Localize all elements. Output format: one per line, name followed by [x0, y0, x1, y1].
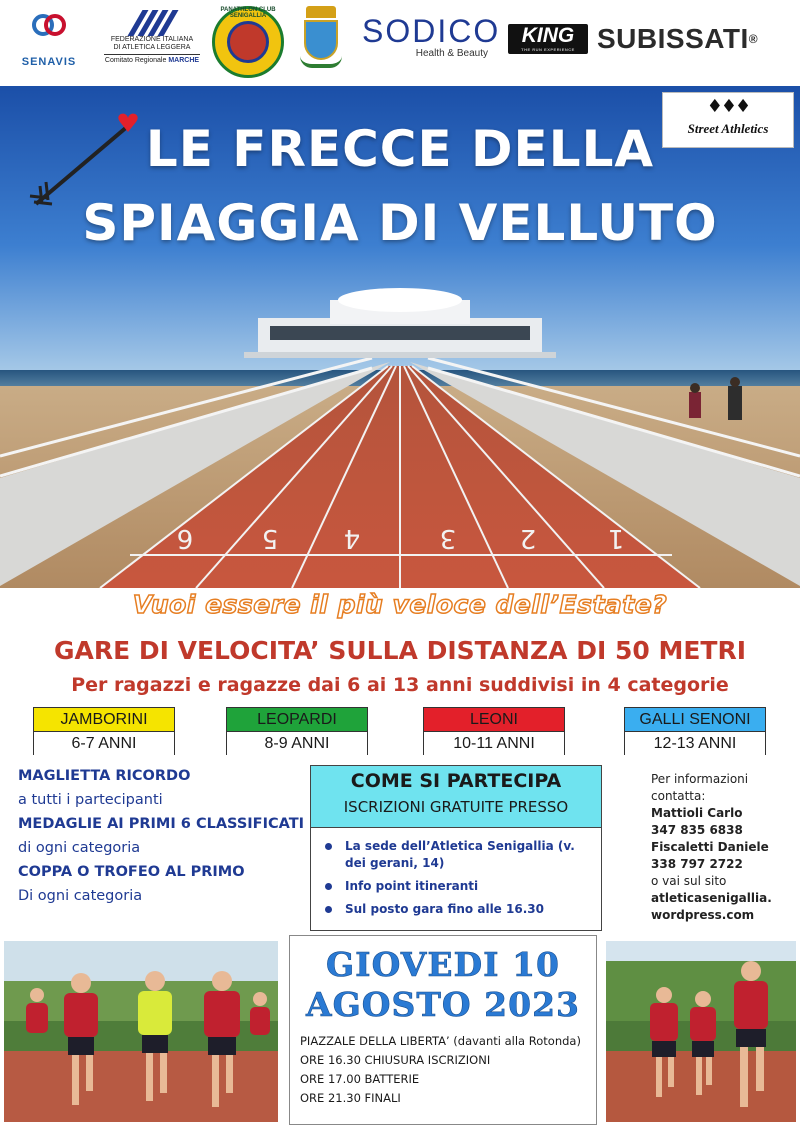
prize-detail: di ogni categoria	[18, 840, 141, 856]
schedule-label: BATTERIE	[364, 1072, 420, 1086]
prize-title: MAGLIETTA RICORDO	[18, 768, 191, 784]
prize-title: COPPA O TROFEO AL PRIMO	[18, 864, 245, 880]
schedule-row	[300, 1089, 596, 1108]
lane-number: 6	[176, 523, 194, 553]
headline: GARE DI VELOCITA’ SULLA DISTANZA DI 50 METRI	[53, 636, 747, 665]
category-jamborini	[33, 707, 175, 755]
prize-detail: a tutti i partecipanti	[18, 792, 163, 808]
category-leopardi	[226, 707, 368, 755]
contact-name: Fiscaletti Daniele	[651, 840, 769, 854]
senavis-mark-icon	[30, 8, 68, 46]
contact-intro: Per informazioni	[651, 772, 749, 786]
sodico-name: SODICO	[362, 13, 501, 49]
king-tagline: THE RUN EXPERIENCE	[521, 47, 575, 52]
schedule-label: CHIUSURA ISCRIZIONI	[364, 1053, 491, 1067]
category-age: 6-7 ANNI	[34, 732, 174, 755]
fidal-logo	[104, 8, 200, 78]
sponsor-logo-strip	[0, 0, 800, 86]
hero-photo	[0, 86, 800, 588]
crown-icon	[306, 6, 336, 18]
how-to-participate-box	[310, 765, 602, 931]
list-item: Info point itineranti	[345, 878, 591, 895]
fidal-mark-icon	[129, 8, 175, 36]
subline: Per ragazzi e ragazze dai 6 ai 13 anni suddivisi in 4 categorie	[71, 674, 729, 696]
category-galli-senoni	[624, 707, 766, 755]
schedule-row	[300, 1070, 596, 1089]
contact-website: wordpress.com	[651, 908, 755, 922]
event-date-line1: GIOVEDI 10	[325, 945, 560, 984]
lane-number: 4	[343, 523, 361, 553]
list-item: Sul posto gara fino alle 16.30	[345, 901, 591, 918]
lane-number: 1	[607, 523, 625, 553]
how-subtitle: ISCRIZIONI GRATUITE PRESSO	[343, 798, 569, 816]
subissati-name: SUBISSATI	[597, 23, 749, 54]
category-age: 12-13 ANNI	[625, 732, 765, 755]
sodico-subtitle: Health & Beauty	[415, 48, 488, 59]
lane-number: 5	[261, 523, 279, 553]
category-name: LEOPARDI	[227, 708, 367, 732]
subissati-logo	[597, 22, 787, 56]
schedule-time: ORE 17.00	[300, 1072, 361, 1086]
event-title-line2: SPIAGGIA DI VELLUTO	[82, 194, 718, 252]
registered-mark: ®	[748, 32, 759, 46]
lane-number: 3	[439, 523, 457, 553]
event-details	[290, 1024, 596, 1108]
registration-points-list	[311, 828, 601, 918]
sodico-logo	[362, 13, 501, 66]
category-age: 8-9 ANNI	[227, 732, 367, 755]
tagline: Vuoi essere il più veloce dell’Estate?	[132, 590, 668, 619]
prize-detail: Di ogni categoria	[18, 888, 143, 904]
how-to-participate-header	[311, 766, 601, 828]
prize-title: MEDAGLIE AI PRIMI 6 CLASSIFICATI	[18, 816, 304, 832]
contact-name: Mattioli Carlo	[651, 806, 743, 820]
comune-crest-logo	[300, 6, 342, 80]
panathlon-logo	[212, 6, 284, 78]
schedule-time: ORE 16.30	[300, 1053, 361, 1067]
panathlon-emblem-icon	[227, 21, 269, 63]
category-name: GALLI SENONI	[625, 708, 765, 732]
prizes-list	[18, 764, 308, 908]
shield-icon	[304, 20, 338, 60]
contact-info	[651, 771, 797, 924]
category-name: JAMBORINI	[34, 708, 174, 732]
event-place: PIAZZALE DELLA LIBERTA’ (davanti alla Rotonda)	[300, 1034, 581, 1048]
runners-icon: ♦♦♦	[706, 96, 750, 117]
how-title: COME SI PARTECIPA	[350, 770, 562, 792]
category-leoni	[423, 707, 565, 755]
king-name: KING	[521, 24, 575, 47]
event-title-line1: LE FRECCE DELLA	[145, 120, 655, 178]
senavis-logo	[18, 8, 80, 72]
street-athletics-logo	[662, 92, 794, 148]
list-item: La sede dell’Atletica Senigallia (v. dei gerani, 14)	[345, 838, 591, 872]
contact-phone: 338 797 2722	[651, 857, 743, 871]
contact-site-intro: o vai sul sito	[651, 874, 727, 888]
fidal-line1: FEDERAZIONE ITALIANA	[110, 36, 194, 43]
schedule-label: FINALI	[364, 1091, 401, 1105]
schedule-time: ORE 21.30	[300, 1091, 361, 1105]
runners-photo-left	[4, 941, 278, 1122]
contact-intro: contatta:	[651, 789, 706, 803]
fidal-line2: DI ATLETICA LEGGERA	[113, 44, 191, 51]
event-date-line2: AGOSTO 2023	[305, 985, 580, 1024]
senavis-logo-text: SENAVIS	[21, 56, 77, 68]
contact-phone: 347 835 6838	[651, 823, 743, 837]
category-name: LEONI	[424, 708, 564, 732]
panathlon-logo-text: PANATHLON CLUB SENIGALLIA	[220, 7, 276, 19]
street-athletics-text: Street Athletics	[687, 121, 769, 136]
fidal-region: Comitato Regionale MARCHE	[104, 54, 200, 65]
king-logo	[508, 24, 588, 54]
lane-number: 2	[519, 523, 537, 553]
runners-photo-right	[606, 941, 796, 1122]
wreath-icon	[300, 56, 342, 68]
schedule-row	[300, 1051, 596, 1070]
category-age: 10-11 ANNI	[424, 732, 564, 755]
event-date-box	[289, 935, 597, 1125]
contact-website: atleticasenigallia.	[651, 891, 772, 905]
